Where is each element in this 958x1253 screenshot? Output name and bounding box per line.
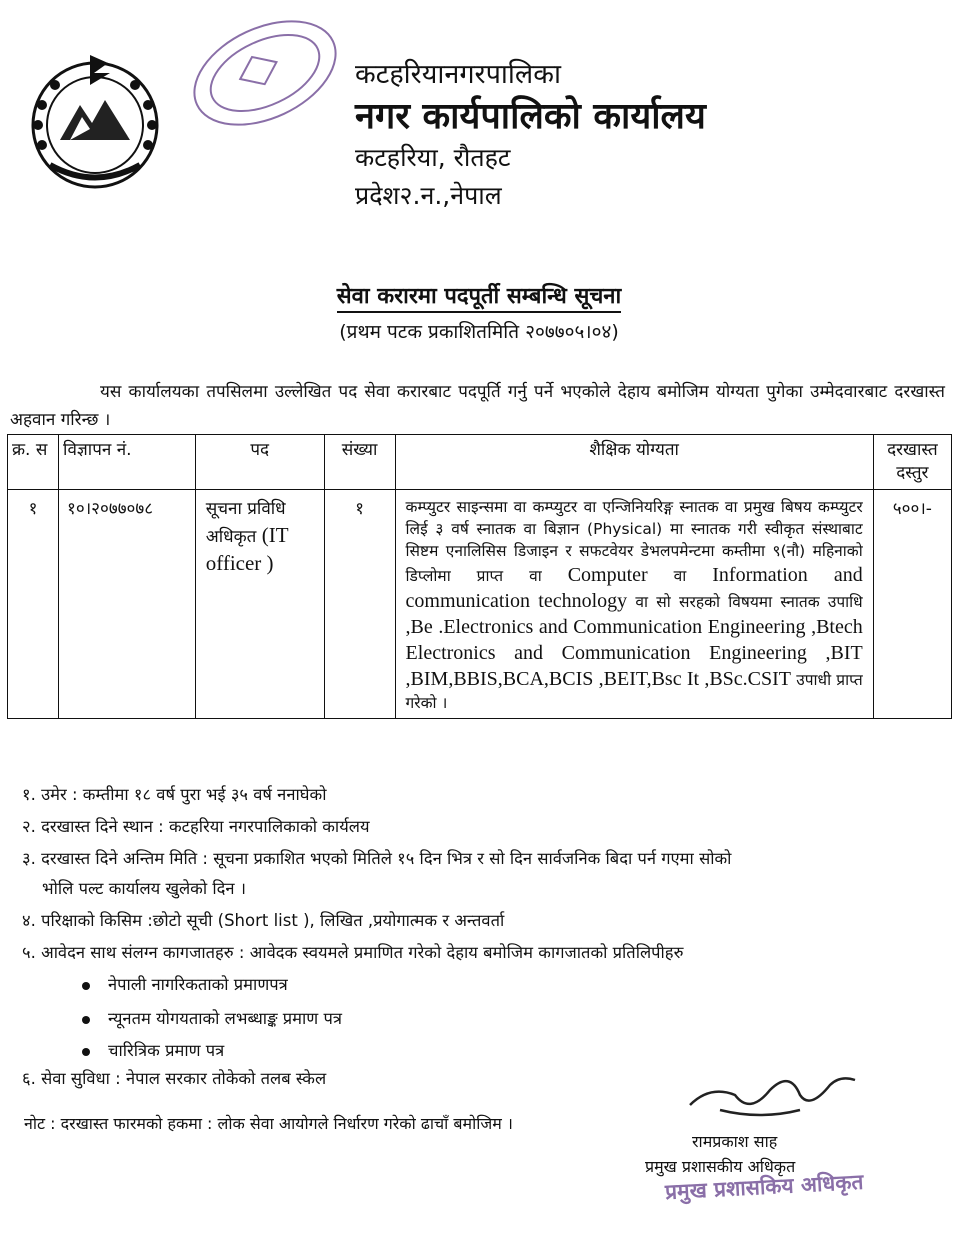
office-location: कटहरिया, रौतहट [355,143,511,172]
cell-count: १ [324,490,395,719]
vacancy-table [7,434,952,719]
header-sn: क्र. स [8,435,59,490]
cell-sn: १ [8,490,59,719]
condition-age: १. उमेर : कम्तीमा १८ वर्ष पुरा भई ३५ वर्ष ननाघेको [22,785,327,804]
doc-item-marksheet: न्यूनतम योगयताको लभब्धाङ्क प्रमाण पत्र [108,1009,342,1028]
list-item [82,972,288,995]
table-row [8,490,952,719]
condition-facility: ६. सेवा सुविधा : नेपाल सरकार तोकेको तलब स्केल [22,1069,327,1088]
header-adv-no: विज्ञापन नं. [59,435,196,490]
post-name-np: सूचना प्रविधि अधिकृत [205,499,286,547]
cell-fee: ५००।- [873,490,951,719]
condition-deadline: ३. दरखास्त दिने अन्तिम मिति : सूचना प्रकाशित भएको मितिले १५ दिन भित्र र सो दिन सार्वजनिक बिदा पर्न गएमा सोको [22,849,732,868]
notice-title [0,280,958,310]
notice-intro: यस कार्यालयका तपसिलमा उल्लेखित पद सेवा करारबाट पदपूर्ति गर्नु पर्ने भएकोले देहाय बमोजिम योग्यता पुगेका उम्मेदवारबाट दरखास्त अहवान गरिन्छ । [10,382,945,430]
qual-text-np3: वा सो सरहको विषयमा स्नातक उपाधि [635,593,863,611]
header-fee: दरखास्त दस्तुर [873,435,951,490]
condition-documents: ५. आवेदन साथ संलग्न कागजातहरु : आवेदक स्वयमले प्रमाणित गरेको देहाय बमोजिम कागजातको प्रतिलिपीहरु [22,943,684,962]
condition-deadline-cont: भोलि पल्ट कार्यालय खुलेको दिन । [42,879,247,898]
condition-exam: ४. परिक्षाको किसिम :छोटो सूची (Short list ), लिखित ,प्रयोगात्मक र अन्तवर्ता [22,911,505,930]
list-item [82,1006,342,1029]
bullet-icon [82,1048,90,1056]
notice-title-text: सेवा करारमा पदपूर्ती सम्बन्धि सूचना [337,284,621,313]
table-header-row [8,435,952,490]
header-post: पद [195,435,324,490]
list-item [82,1038,224,1061]
condition-place: २. दरखास्त दिने स्थान : कटहरिया नगरपालिकाको कार्यलय [22,817,370,836]
cell-qualification [395,490,873,719]
doc-item-character: चारित्रिक प्रमाण पत्र [108,1041,225,1060]
bullet-icon [82,1016,90,1024]
office-stamp-icon [180,8,350,138]
notice-subtitle: (प्रथम पटक प्रकाशितमिति २०७७०५।०४) [339,321,619,343]
nepal-emblem-icon [20,45,170,195]
header-qualification: शैक्षिक योग्यता [395,435,873,490]
qual-text-np4: उपाधी प्राप्त गरेको । [405,671,863,712]
qual-text-np: कम्प्युटर साइन्समा वा कम्प्युटर वा एन्जिनियरिङ्ग स्नातक वा प्रमुख बिषय कम्प्युटर लिई ३ वर्ष स्नातक वा बिज्ञान (Physical) मा स्नातक गरी स्वीकृत संस्थाबाट सिष्टम एनालिसिस डिजाइन र सफटवेयर डेभलपमेन्टमा कम्तीमा ९(नौ) महिनाको डिप्लोमा प्राप्त वा [405,498,863,585]
cell-adv-no: १०।२०७७०७८ [59,490,196,719]
signatory-name: रामप्रकाश साह [692,1132,778,1151]
signatory-title: प्रमुख प्रशासकीय अधिकृत [645,1157,796,1176]
footer-note: नोट : दरखास्त फारमको हकमा : लोक सेवा आयोगले निर्धारण गरेको ढाचाँ बमोजिम । [24,1114,513,1133]
cell-post [195,490,324,719]
doc-item-citizenship: नेपाली नागरिकताको प्रमाणपत्र [108,975,288,994]
qual-text-np2: वा [673,567,687,585]
qual-text-en2: Information and communication technology [405,564,863,612]
qual-text-en3: ,Be .Electronics and Communication Engineering ,Btech Electronics and Communication Engineering ,BIT ,BIM,BBIS,BCA,BCIS ,BEIT,Bsc It ,BSc.CSIT [405,616,863,690]
designation-stamp: प्रमुख प्रशासकिय अधिकृत [664,1169,864,1205]
signature-icon [680,1065,870,1125]
bullet-icon [82,982,90,990]
office-province: प्रदेश२.न.,नेपाल [355,181,502,210]
post-name-en: (IT officer ) [205,523,289,575]
header-count: संख्या [324,435,395,490]
municipality-name: कटहरियानगरपालिका [355,59,561,90]
office-name: नगर कार्यपालिको कार्यालय [355,96,706,137]
qual-text-en1: Computer [567,564,648,586]
